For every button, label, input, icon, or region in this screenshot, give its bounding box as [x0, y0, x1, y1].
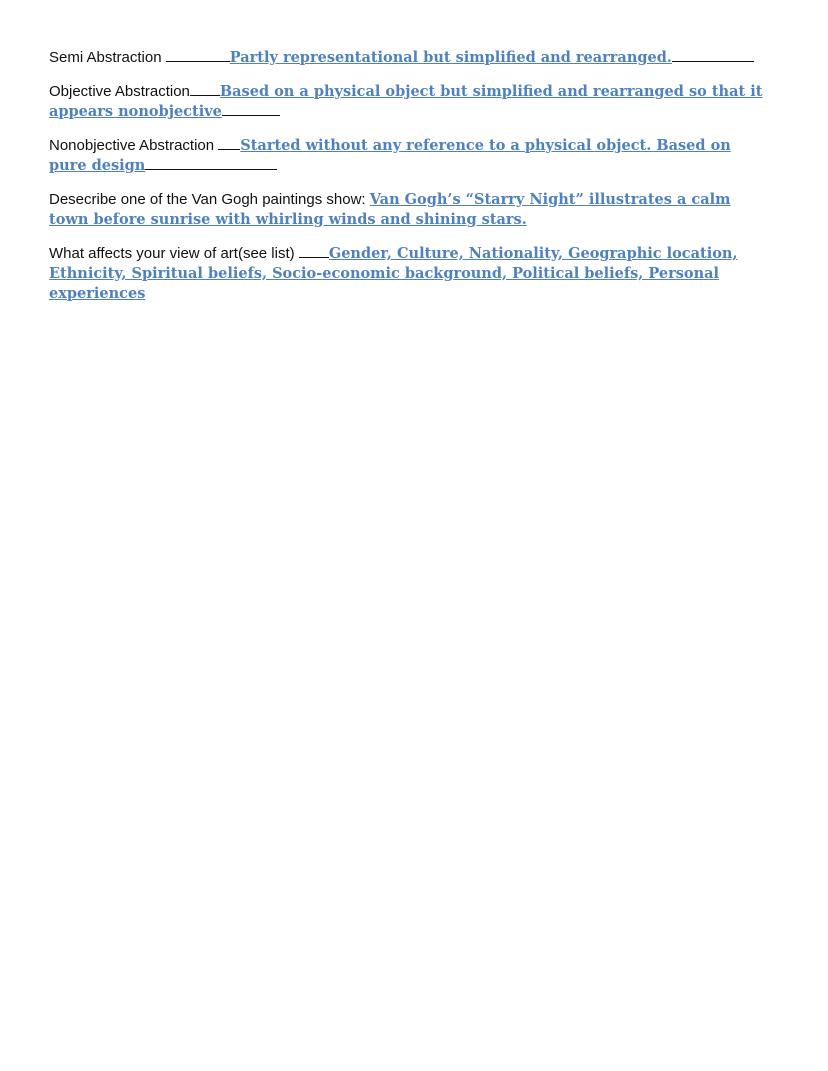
entry-van-gogh	[49, 190, 769, 230]
entry-objective-abstraction	[49, 82, 769, 122]
entry-semi-abstraction	[49, 48, 769, 68]
worksheet-page	[49, 48, 769, 318]
answer-line-lead	[299, 244, 329, 258]
answer-line-lead	[166, 48, 230, 62]
answer-line-trail	[145, 156, 277, 170]
answer-text: Van Gogh’s “Starry Night” illustrates a calm town before sunrise with whirling winds and shining stars.	[49, 191, 731, 228]
question-label: What affects your view of art(see list)	[49, 245, 299, 262]
answer-text: Gender, Culture, Nationality, Geographic location, Ethnicity, Spiritual beliefs, Socio-economic background, Political beliefs, Personal experiences	[49, 245, 738, 302]
answer-line-trail	[672, 48, 754, 62]
entry-view-of-art	[49, 244, 769, 304]
question-label: Objective Abstraction	[49, 83, 190, 100]
answer-line-lead	[190, 82, 220, 96]
answer-text: Based on a physical object but simplified and rearranged so that it appears nonobjective	[49, 83, 763, 120]
answer-line-trail	[222, 102, 280, 116]
answer-text: Started without any reference to a physical object. Based on pure design	[49, 137, 731, 174]
question-label: Desecribe one of the Van Gogh paintings show:	[49, 191, 370, 208]
entry-nonobjective-abstraction	[49, 136, 769, 176]
answer-line-lead	[218, 136, 240, 150]
question-label: Nonobjective Abstraction	[49, 137, 219, 154]
answer-text: Partly representational but simplified and rearranged.	[229, 49, 672, 66]
question-label: Semi Abstraction	[49, 49, 166, 66]
